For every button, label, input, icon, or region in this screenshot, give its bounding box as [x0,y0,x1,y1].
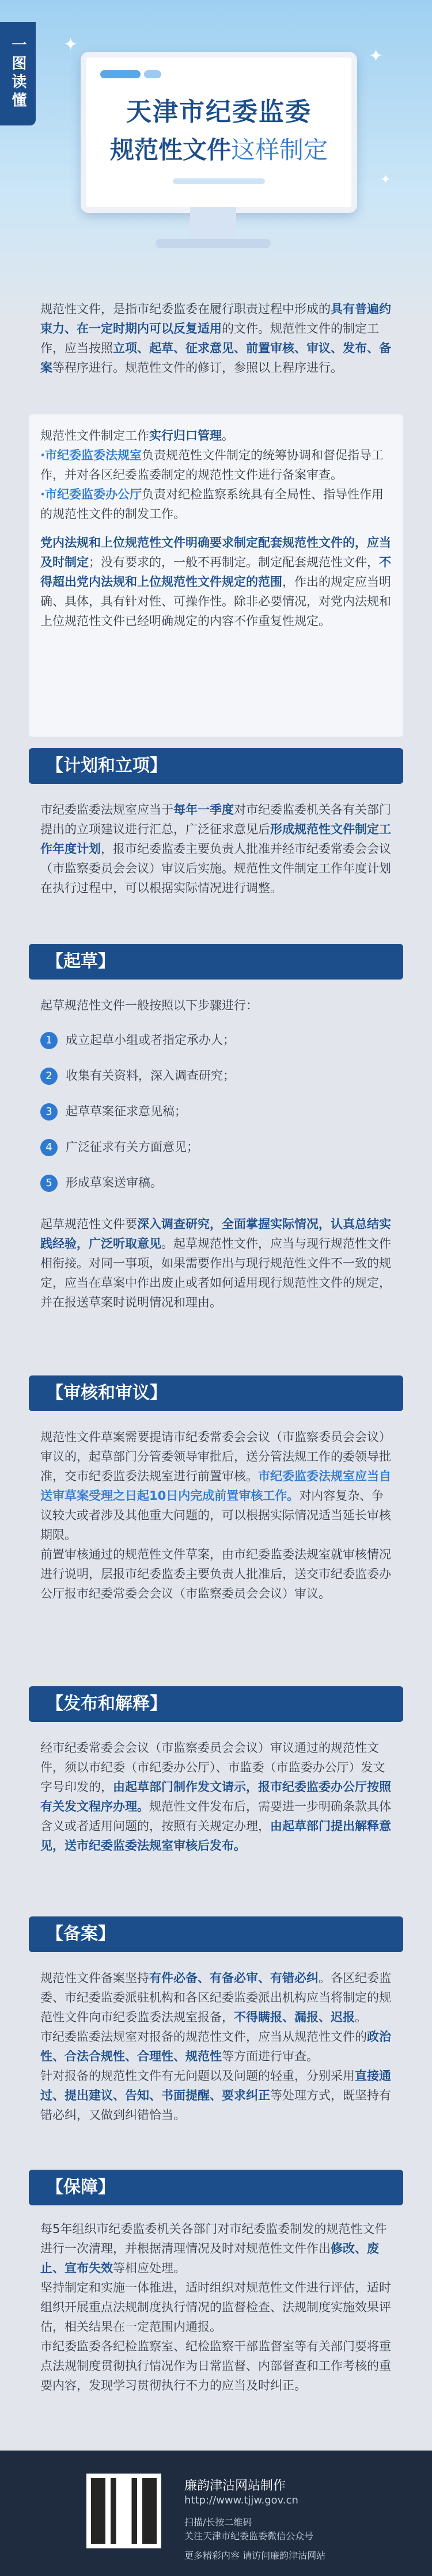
section-review-text [40,1427,392,1603]
text: 市纪委监委各纪检监察室、纪检监察干部监督室等有关部门要将重点法规制度贯彻执行情况作为日常监督、内部督查和工作考核的重要内容，发现学习贯彻执行不力的应当及时纠正。 [40,2339,391,2392]
highlight: 由起草部门制作发文请示，报市纪委监委办公厅按照有关发文程序办理。 [40,1780,391,1813]
text: 。 [222,429,234,443]
text: 市纪委监委法规室应当于 [40,803,173,817]
section-header-review: 【审核和审议】 [29,1375,403,1411]
text: 规范性文件制定工作 [40,429,149,443]
text: 规范性文件草案需要提请市纪委常委会会议（市监察委员会会议）审议的，起草部门分管委领导审批后，送分管法规工作的委领导批准，交市纪委监委法规室进行前置审核。 [40,1430,391,1483]
monitor-stand-base [156,239,271,248]
footer [0,2451,432,2576]
intro-highlight: 立项、起草、征求意见、前置审核、审议、发布、备案 [40,341,391,375]
step-text: 成立起草小组或者指定承办人； [66,1033,235,1047]
step-text: 广泛征求有关方面意见； [66,1140,199,1154]
step-item [40,1173,162,1192]
highlight: 有件必备、有备必审、有错必纠 [149,1971,319,1985]
page-title-plain: 这样制定 [231,136,328,164]
text: 规范性文件备案坚持 [40,1971,149,1985]
page-title-line2 [86,131,351,166]
monitor-stand [190,207,236,242]
text: 。 [355,2010,367,2024]
step-number: 4 [40,1139,58,1156]
intro-highlight: 具有普遍约束力、在一定时期内可以反复适用 [40,302,391,336]
section-header-draft: 【起草】 [29,944,403,980]
management-line [40,445,392,485]
section-plan-text [40,800,392,898]
step-text: 形成草案送审稿。 [66,1176,162,1190]
text: 。起草规范性文件，应当与现行规范性文件相衔接。对同一事项，如果需要作出与现行规范性文件不一致的规定，应当在草案中作出废止或者如何适用现行规范性文件的规定，并在报送草案时说明情况和理由。 [40,1237,391,1309]
text: 对内容复杂、争议较大或者涉及其他重大问题的，可以根据实际情况适当延长审核期限。 [40,1489,391,1542]
section-header-plan: 【计划和立项】 [29,748,403,784]
intro-paragraph [40,299,392,378]
highlight: 市纪委监委法规室应当自送审草案受理之日起10日内完成前置审核工作。 [40,1469,391,1503]
highlight: 实行归口管理 [149,429,222,443]
step-item [40,1030,235,1050]
text: 前置审核通过的规范性文件草案，由市纪委监委法规室就审核情况进行说明，层报市纪委监委主要负责人批准后，送交市纪委监委办公厅报市纪委常委会会议（市监察委员会会议）审议。 [40,1548,391,1601]
sparkle-icon: ✦ [63,35,78,55]
highlight: 深入调查研究，全面掌握实际情况，认真总结实践经验，广泛听取意见 [40,1217,391,1251]
text: 经市纪委常委会会议（市监察委员会会议）审议通过的规范性文件，须以市纪委（市纪委办公厅）、市监委（市监委办公厅）发文字号印发的， [40,1741,385,1794]
footer-url[interactable]: http://www.tjjw.gov.cn [184,2494,298,2506]
highlight: 修改、废止、宣布失效 [40,2242,379,2275]
step-item [40,1102,187,1121]
text: 坚持制定和实施一体推进，适时组织对规范性文件进行评估，适时组织开展重点法规制度执行情况的监督检查、法规制度实施效果评估，相关结果在一定范围内通报。 [40,2281,391,2334]
text: ，报市纪委监委主要负责人批准并经市纪委常委会会议（市监察委员会会议）审议后实施。规范性文件制定工作年度计划在执行过程中，可以根据实际情况进行调整。 [40,842,391,895]
step-number: 1 [40,1032,58,1049]
text: 。各区纪委监委、市纪委监委派驻机构和各区纪委监委派出机构应当将制定的规范性文件向市纪委监委法规室报备， [40,1971,391,2024]
page-title-emphasis: 规范性文件 [109,136,231,164]
section-publish-text [40,1738,392,1855]
intro-text: 等程序进行。规范性文件的修订，参照以上程序进行。 [52,361,343,375]
sparkle-icon: ✦ [380,173,391,187]
decor-bar [173,178,265,184]
section-filing-text [40,1968,392,2125]
highlight: 政治性、合法合规性、合理性、规范性 [40,2030,391,2063]
management-line [40,533,392,631]
text: 规范性文件发布后，需要进一步明确条款具体含义或者适用问题的，按照有关规定办理， [40,1800,391,1833]
highlight: 直接通过、提出建议、告知、书面提醒、要求纠正 [40,2069,391,2102]
decor-bar [100,70,141,78]
highlight: 党内法规和上位规范性文件明确要求制定配套规范性文件的，应当及时制定 [40,536,391,569]
section-header-guarantee: 【保障】 [29,2170,403,2205]
text: 起草规范性文件要 [40,1217,137,1231]
step-item [40,1066,235,1085]
hero-tag: 一图读懂 [0,22,36,125]
step-text: 收集有关资料，深入调查研究； [66,1069,235,1083]
footer-follow-hint: 关注天津市纪委监委微信公众号 [184,2531,314,2541]
section-draft-text [40,1214,392,1312]
hero-banner [0,0,432,322]
monitor-illustration [81,52,357,213]
text: 对市纪委监委机关各有关部门提出的立项建议进行汇总，广泛征求意见后 [40,803,391,836]
page-title-line1: 天津市纪委监委 [126,97,312,127]
section-header-filing: 【备案】 [29,1916,403,1952]
footer-maker: 廉韵津沽网站制作 [184,2479,286,2493]
management-line [40,426,392,445]
text: ；没有要求的，一般不再制定。制定配套规范性文件， [89,555,379,569]
step-text: 起草草案征求意见稿； [66,1104,187,1118]
step-item [40,1137,199,1157]
step-number: 3 [40,1103,58,1121]
footer-scan-hint: 扫描/长按二维码 [184,2517,252,2528]
text: 负责规范性文件制定的统筹协调和督促指导工作，并对各区纪委监委制定的规范性文件进行备案审查。 [40,448,384,482]
text: ，作出的规定应当明确、具体，具有针对性、可操作性。除非必要情况，对党内法规和上位规范性文件已经明确规定的内容不作重复性规定。 [40,575,391,628]
text: 市纪委监委法规室对报备的规范性文件，应当从规范性文件的 [40,2030,367,2044]
sparkle-icon: ✦ [369,46,384,66]
highlight: ·市纪委监委办公厅 [40,487,142,501]
qr-code-icon[interactable] [86,2474,161,2548]
text: 负责对纪检监察系统具有全局性、指导性作用的规范性文件的制发工作。 [40,487,384,521]
highlight: 不得瞒报、漏报、迟报 [234,2010,355,2024]
section-header-publish: 【发布和解释】 [29,1686,403,1722]
text: 每5年组织市纪委监委机关各部门对市纪委监委制发的规范性文件进行一次清理，并根据清理情况及时对规范性文件作出 [40,2222,387,2255]
text: 等方面进行审查。 [222,2049,319,2063]
step-number: 5 [40,1175,58,1192]
section-guarantee-text [40,2219,392,2395]
management-line [40,485,392,524]
management-text [40,426,392,631]
highlight: 形成规范性文件制定工作年度计划 [40,822,391,856]
text: 针对报备的规范性文件有无问题以及问题的轻重，分别采用 [40,2069,355,2083]
decor-bar [144,70,161,78]
text: 等处理方式，既坚持有错必纠，又做到纠错恰当。 [40,2089,391,2122]
draft-intro: 起草规范性文件一般按照以下步骤进行： [40,999,258,1012]
highlight: 不得超出党内法规和上位规范性文件规定的范围 [40,555,391,589]
intro-text: 的文件。规范性文件的制定工作，应当按照 [40,322,379,355]
footer-more: 更多精彩内容 请访问廉韵津沽网站 [184,2550,326,2561]
highlight: ·市纪委监委法规室 [40,448,142,462]
highlight: 由起草部门提出解释意见，送市纪委监委法规室审核后发布。 [40,1819,391,1853]
intro-text: 规范性文件，是指市纪委监委在履行职责过程中形成的 [40,302,331,316]
text: 等相应处理。 [113,2261,185,2275]
step-number: 2 [40,1068,58,1085]
highlight: 每年一季度 [173,803,234,817]
